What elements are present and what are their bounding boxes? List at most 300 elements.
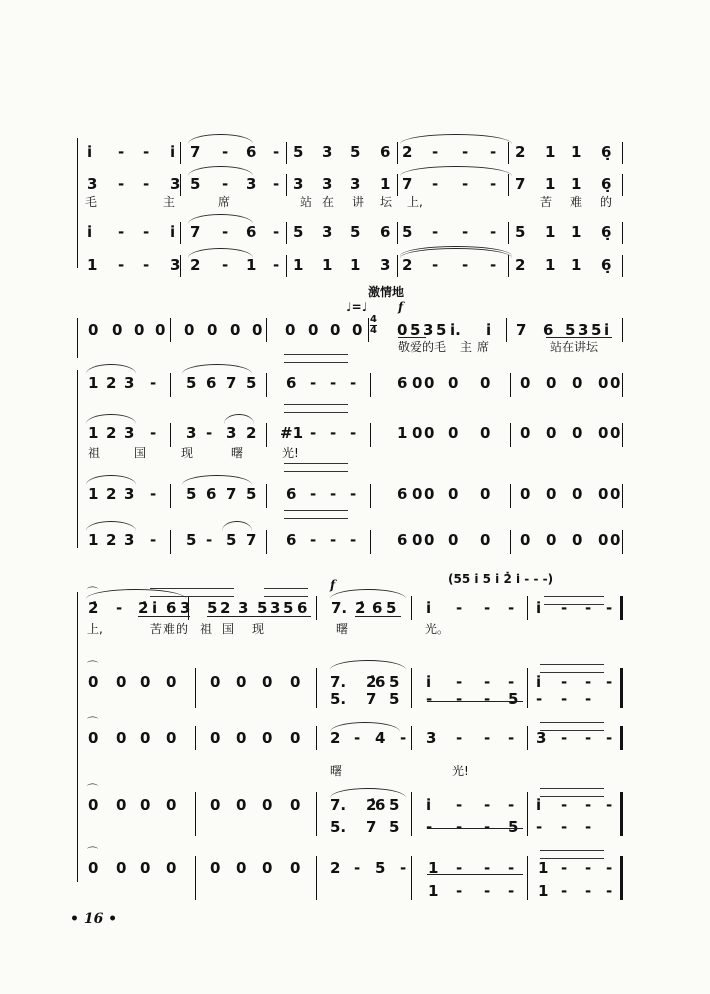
dash-note: - bbox=[484, 882, 491, 900]
barline bbox=[286, 222, 287, 244]
rest-note: 0 bbox=[210, 859, 221, 877]
dash-note: - bbox=[310, 531, 317, 549]
barline bbox=[397, 174, 398, 196]
barline bbox=[180, 174, 181, 196]
rest-note: 0 bbox=[572, 424, 583, 442]
final-barline bbox=[620, 856, 623, 900]
rest-note: 0 bbox=[480, 424, 491, 442]
dash-note: - bbox=[585, 729, 592, 747]
expression-mark: 激情地 bbox=[368, 285, 405, 299]
s1-part4 bbox=[0, 255, 710, 285]
rest-note: 0 bbox=[520, 485, 531, 503]
dash-note: - bbox=[606, 882, 613, 900]
dash-note: - bbox=[310, 424, 317, 442]
barline bbox=[266, 484, 267, 508]
note-token: 5 bbox=[190, 175, 201, 193]
underline-beam bbox=[138, 616, 190, 617]
rest-note: 0 bbox=[166, 796, 177, 814]
note-token: 5 bbox=[257, 599, 268, 617]
rest-note: 0 bbox=[88, 729, 99, 747]
tie-line bbox=[427, 874, 523, 875]
dash-note: - bbox=[484, 690, 491, 708]
fermata-mark: ⌒ bbox=[87, 660, 98, 673]
rest-note: 0 bbox=[352, 321, 363, 339]
rest-note: 0 bbox=[88, 321, 99, 339]
note-token: 5 bbox=[186, 531, 197, 549]
rest-note: 0 bbox=[88, 673, 99, 691]
note-token: 6 bbox=[372, 599, 383, 617]
underline-beam bbox=[355, 616, 401, 617]
slur bbox=[86, 364, 136, 374]
rest-note: 0 bbox=[598, 424, 609, 442]
note-token: 1 bbox=[571, 256, 582, 274]
dash-note: - bbox=[426, 690, 433, 708]
dash-note: - bbox=[432, 256, 439, 274]
slur bbox=[330, 660, 406, 670]
lyric-syllable: 敬 bbox=[398, 340, 411, 354]
dash-note: - bbox=[456, 796, 463, 814]
barline bbox=[286, 174, 287, 196]
lyric-syllable: 现 bbox=[252, 622, 265, 636]
dash-note: - bbox=[508, 796, 515, 814]
note-token: 1 bbox=[246, 256, 257, 274]
note-token: 3 bbox=[380, 256, 391, 274]
rest-note: 0 bbox=[140, 673, 151, 691]
barline bbox=[368, 318, 369, 342]
note-token: 3 bbox=[238, 599, 249, 617]
lyric-syllable: 曙 bbox=[231, 446, 244, 460]
note-token: i̇ bbox=[536, 796, 542, 814]
slur bbox=[400, 134, 512, 144]
barline bbox=[510, 530, 511, 554]
note-token: 5 bbox=[283, 599, 294, 617]
rest-note: 0 bbox=[252, 321, 263, 339]
note-token: 5 bbox=[402, 223, 413, 241]
lyric-syllable: 毛 bbox=[434, 340, 447, 354]
rest-note: 0 bbox=[424, 485, 435, 503]
note-token: 3 bbox=[186, 424, 197, 442]
rest-note: 0 bbox=[140, 796, 151, 814]
barline bbox=[266, 530, 267, 554]
note-token: i̇ bbox=[426, 673, 432, 691]
note-token: 6 bbox=[297, 599, 308, 617]
barline bbox=[170, 373, 171, 397]
rest-note: 0 bbox=[116, 859, 127, 877]
slur bbox=[330, 788, 406, 798]
barline bbox=[170, 530, 171, 554]
barline bbox=[195, 856, 196, 900]
dash-note: - bbox=[456, 599, 463, 617]
note-token: i̇ bbox=[170, 143, 176, 161]
dash-note: - bbox=[310, 485, 317, 503]
note-token: 5. bbox=[330, 818, 347, 836]
barline bbox=[411, 668, 412, 708]
s2-solo bbox=[0, 320, 710, 350]
crescendo-hairpin bbox=[540, 722, 604, 731]
slur bbox=[330, 722, 400, 732]
note-token: i̇ bbox=[536, 673, 542, 691]
note-token: 7 bbox=[226, 374, 237, 392]
fermata-mark: ⌒ bbox=[87, 716, 98, 729]
rest-note: 0 bbox=[210, 673, 221, 691]
barline bbox=[510, 423, 511, 447]
note-token: 1 bbox=[538, 882, 549, 900]
dash-note: - bbox=[490, 256, 497, 274]
barline bbox=[508, 222, 509, 244]
rest-note: 0 bbox=[210, 729, 221, 747]
dash-note: - bbox=[222, 223, 229, 241]
dash-note: - bbox=[606, 859, 613, 877]
dash-note: - bbox=[484, 859, 491, 877]
note-token: 1 bbox=[88, 485, 99, 503]
barline bbox=[411, 856, 412, 900]
note-token: 3 bbox=[350, 175, 361, 193]
lyric-syllable: 祖 bbox=[88, 446, 101, 460]
note-token: 2 bbox=[190, 256, 201, 274]
dash-note: - bbox=[143, 223, 150, 241]
fermata-mark: ⌒ bbox=[87, 783, 98, 796]
note-token: 2 bbox=[330, 859, 341, 877]
barline bbox=[527, 726, 528, 750]
dash-note: - bbox=[400, 729, 407, 747]
note-token: 5 bbox=[246, 374, 257, 392]
lyric-syllable: 讲 bbox=[574, 340, 587, 354]
note-token: 3 bbox=[322, 223, 333, 241]
dash-note: - bbox=[561, 882, 568, 900]
crescendo-hairpin bbox=[540, 664, 604, 673]
note-token: 6 bbox=[286, 374, 297, 392]
note-token: 3 bbox=[246, 175, 257, 193]
note-token: 2 bbox=[106, 485, 117, 503]
bracket-notes: (55 i 5 i 2̇ i̇ - - -) bbox=[448, 572, 554, 586]
dash-note: - bbox=[350, 531, 357, 549]
dash-note: - bbox=[150, 485, 157, 503]
slur bbox=[222, 521, 252, 531]
note-token: 1 bbox=[538, 859, 549, 877]
rest-note: 0 bbox=[330, 321, 341, 339]
crescendo-hairpin bbox=[284, 404, 348, 413]
crescendo-hairpin bbox=[540, 788, 604, 797]
note-token: 6 bbox=[246, 143, 257, 161]
rest-note: 0 bbox=[412, 424, 423, 442]
note-token: 1 bbox=[545, 256, 556, 274]
dash-note: - bbox=[561, 690, 568, 708]
rest-note: 0 bbox=[166, 859, 177, 877]
lyric-syllable: 光! bbox=[282, 446, 299, 460]
rest-note: 0 bbox=[116, 796, 127, 814]
note-token: 5 bbox=[591, 321, 602, 339]
lyric-syllable: 坛 bbox=[380, 195, 393, 209]
rest-note: 0 bbox=[546, 485, 557, 503]
dash-note: - bbox=[456, 882, 463, 900]
underline-beam bbox=[546, 337, 612, 338]
note-token: 5 bbox=[350, 223, 361, 241]
dash-note: - bbox=[606, 796, 613, 814]
rest-note: 0 bbox=[610, 424, 621, 442]
note-token: 5 bbox=[410, 321, 421, 339]
lyric-syllable: 在 bbox=[562, 340, 575, 354]
dash-note: - bbox=[206, 531, 213, 549]
note-token: 1 bbox=[545, 143, 556, 161]
rest-note: 0 bbox=[166, 673, 177, 691]
rest-note: 0 bbox=[598, 374, 609, 392]
s1-part3 bbox=[0, 222, 710, 252]
dash-note: - bbox=[150, 374, 157, 392]
barline bbox=[506, 318, 507, 342]
dash-note: - bbox=[310, 374, 317, 392]
barline bbox=[170, 423, 171, 447]
barline bbox=[316, 596, 317, 620]
crescendo-hairpin bbox=[284, 354, 348, 363]
tempo-mark: ♩=♩ bbox=[346, 300, 368, 314]
note-token: 3 bbox=[270, 599, 281, 617]
crescendo-hairpin bbox=[284, 463, 348, 472]
note-token: 5 bbox=[515, 223, 526, 241]
rest-note: 0 bbox=[546, 424, 557, 442]
lyric-syllable: 站 bbox=[550, 340, 563, 354]
crescendo-hairpin bbox=[540, 850, 604, 859]
dash-note: - bbox=[330, 485, 337, 503]
dash-note: - bbox=[354, 729, 361, 747]
note-token: 7 bbox=[366, 690, 377, 708]
dash-note: - bbox=[330, 531, 337, 549]
dash-note: - bbox=[273, 256, 280, 274]
dash-note: - bbox=[118, 223, 125, 241]
lyric-syllable: 难 bbox=[570, 195, 583, 209]
barline bbox=[316, 792, 317, 836]
underline-beam bbox=[398, 337, 426, 338]
note-token: 5 bbox=[293, 143, 304, 161]
crescendo-hairpin bbox=[264, 588, 308, 597]
dash-note: - bbox=[561, 599, 568, 617]
rest-note: 0 bbox=[412, 531, 423, 549]
lyric-syllable: 曙 bbox=[336, 622, 349, 636]
s2-part1 bbox=[0, 373, 710, 403]
rest-note: 0 bbox=[424, 374, 435, 392]
rest-note: 0 bbox=[598, 531, 609, 549]
dash-note: - bbox=[456, 729, 463, 747]
rest-note: 0 bbox=[116, 673, 127, 691]
dash-note: - bbox=[585, 796, 592, 814]
rest-note: 0 bbox=[520, 531, 531, 549]
barline bbox=[622, 255, 623, 277]
rest-note: 0 bbox=[424, 424, 435, 442]
rest-note: 0 bbox=[262, 859, 273, 877]
rest-note: 0 bbox=[134, 321, 145, 339]
barline bbox=[316, 668, 317, 708]
barline bbox=[170, 484, 171, 508]
note-token: 3 bbox=[293, 175, 304, 193]
note-token: i̇ bbox=[426, 796, 432, 814]
note-token: #1 bbox=[280, 424, 304, 442]
slur bbox=[86, 475, 136, 485]
note-token: 2̇ bbox=[138, 599, 149, 617]
dash-note: - bbox=[426, 818, 433, 836]
lyric-syllable: 讲 bbox=[352, 195, 365, 209]
lyric-syllable: 在 bbox=[322, 195, 335, 209]
slur bbox=[188, 134, 253, 144]
dash-note: - bbox=[222, 175, 229, 193]
rest-note: 0 bbox=[236, 796, 247, 814]
rest-note: 0 bbox=[230, 321, 241, 339]
note-token: 7 bbox=[246, 531, 257, 549]
note-token: 2̇ bbox=[366, 796, 377, 814]
note-token: 2 bbox=[330, 729, 341, 747]
lyric-syllable: 祖 bbox=[200, 622, 213, 636]
dash-note: - bbox=[432, 143, 439, 161]
note-token: 7. bbox=[331, 599, 348, 617]
dash-note: - bbox=[585, 882, 592, 900]
fermata-mark: ⌒ bbox=[87, 586, 98, 599]
dash-note: - bbox=[222, 256, 229, 274]
dash-note: - bbox=[273, 143, 280, 161]
note-token: 5 bbox=[226, 531, 237, 549]
note-token: 5 bbox=[186, 374, 197, 392]
note-token: 6̣ bbox=[601, 256, 612, 274]
note-token: 5 bbox=[207, 599, 218, 617]
note-token: 5 bbox=[389, 690, 400, 708]
note-token: 6 bbox=[543, 321, 554, 339]
note-token: 6 bbox=[286, 531, 297, 549]
note-token: 1 bbox=[88, 531, 99, 549]
barline bbox=[266, 423, 267, 447]
rest-note: 0 bbox=[285, 321, 296, 339]
barline bbox=[411, 792, 412, 836]
lyric-syllable: 光! bbox=[452, 764, 469, 778]
note-token: 6 bbox=[206, 374, 217, 392]
note-token: 6 bbox=[246, 223, 257, 241]
final-barline bbox=[620, 792, 623, 836]
note-token: 2̇ bbox=[366, 673, 377, 691]
note-token: 6 bbox=[375, 796, 386, 814]
slur bbox=[224, 414, 254, 424]
rest-note: 0 bbox=[572, 374, 583, 392]
note-token: 6 bbox=[380, 143, 391, 161]
note-token: 2̇ bbox=[88, 599, 99, 617]
lyric-syllable: 席 bbox=[218, 195, 231, 209]
rest-note: 0 bbox=[207, 321, 218, 339]
s3-part2 bbox=[0, 728, 710, 758]
dash-note: - bbox=[561, 859, 568, 877]
dash-note: - bbox=[606, 673, 613, 691]
dash-note: - bbox=[585, 818, 592, 836]
barline bbox=[397, 255, 398, 277]
note-token: 3 bbox=[423, 321, 434, 339]
barline bbox=[370, 423, 371, 447]
dash-note: - bbox=[116, 599, 123, 617]
note-token: 6 bbox=[397, 485, 408, 503]
note-token: 7. bbox=[330, 673, 347, 691]
dash-note: - bbox=[350, 424, 357, 442]
barline bbox=[195, 668, 196, 708]
dynamic-mark: f bbox=[330, 578, 336, 592]
rest-note: 0 bbox=[290, 859, 301, 877]
note-token: 3 bbox=[124, 424, 135, 442]
rest-note: 0 bbox=[155, 321, 166, 339]
barline bbox=[195, 792, 196, 836]
rest-note: 0 bbox=[116, 729, 127, 747]
dash-note: - bbox=[456, 818, 463, 836]
barline bbox=[286, 255, 287, 277]
lyric-syllable: 苦 bbox=[150, 622, 163, 636]
note-token: 2 bbox=[220, 599, 231, 617]
note-token: 7 bbox=[226, 485, 237, 503]
rest-note: 0 bbox=[412, 374, 423, 392]
s2-part4 bbox=[0, 530, 710, 560]
dash-note: - bbox=[462, 143, 469, 161]
time-signature: 4 4 bbox=[370, 314, 377, 336]
note-token: 3 bbox=[322, 175, 333, 193]
barline bbox=[622, 423, 623, 447]
rest-note: 0 bbox=[88, 859, 99, 877]
final-barline bbox=[620, 726, 623, 750]
note-token: 5 bbox=[508, 690, 519, 708]
dash-note: - bbox=[508, 599, 515, 617]
dash-note: - bbox=[508, 882, 515, 900]
note-token: 5 bbox=[389, 673, 400, 691]
barline bbox=[180, 255, 181, 277]
dash-note: - bbox=[585, 599, 592, 617]
barline bbox=[527, 856, 528, 900]
lyric-syllable: 爱 bbox=[410, 340, 423, 354]
barline bbox=[316, 726, 317, 750]
lyric-syllable: 的 bbox=[176, 622, 189, 636]
dash-note: - bbox=[484, 818, 491, 836]
rest-note: 0 bbox=[236, 859, 247, 877]
barline bbox=[411, 596, 412, 620]
rest-note: 0 bbox=[290, 673, 301, 691]
lyric-syllable: 光。 bbox=[425, 622, 450, 636]
rest-note: 0 bbox=[140, 859, 151, 877]
lyric-syllable: 的 bbox=[422, 340, 435, 354]
note-token: i̇ bbox=[536, 599, 542, 617]
note-token: i̇. bbox=[450, 321, 461, 339]
dash-note: - bbox=[118, 256, 125, 274]
barline bbox=[527, 596, 528, 620]
dash-note: - bbox=[118, 175, 125, 193]
note-token: 5 bbox=[386, 599, 397, 617]
note-token: 3 bbox=[226, 424, 237, 442]
tie-line bbox=[427, 701, 523, 702]
note-token: i̇ bbox=[426, 599, 432, 617]
note-token: 1 bbox=[88, 374, 99, 392]
underline-beam bbox=[207, 616, 311, 617]
rest-note: 0 bbox=[448, 424, 459, 442]
page-number: • 16 • bbox=[70, 911, 118, 927]
note-token: 2̇ bbox=[355, 599, 366, 617]
barline bbox=[508, 142, 509, 164]
crescendo-hairpin bbox=[150, 588, 234, 597]
dash-note: - bbox=[508, 859, 515, 877]
note-token: 1 bbox=[428, 882, 439, 900]
note-token: 2 bbox=[106, 374, 117, 392]
barline bbox=[622, 174, 623, 196]
dash-note: - bbox=[462, 175, 469, 193]
note-token: 3 bbox=[170, 256, 181, 274]
note-token: 3 bbox=[87, 175, 98, 193]
dash-note: - bbox=[330, 424, 337, 442]
barline bbox=[622, 318, 623, 342]
final-barline bbox=[620, 668, 623, 708]
note-token: 2 bbox=[515, 256, 526, 274]
note-token: 5 bbox=[436, 321, 447, 339]
note-token: 5. bbox=[330, 690, 347, 708]
rest-note: 0 bbox=[448, 374, 459, 392]
dash-note: - bbox=[143, 143, 150, 161]
rest-note: 0 bbox=[140, 729, 151, 747]
dash-note: - bbox=[330, 374, 337, 392]
barline bbox=[527, 668, 528, 708]
